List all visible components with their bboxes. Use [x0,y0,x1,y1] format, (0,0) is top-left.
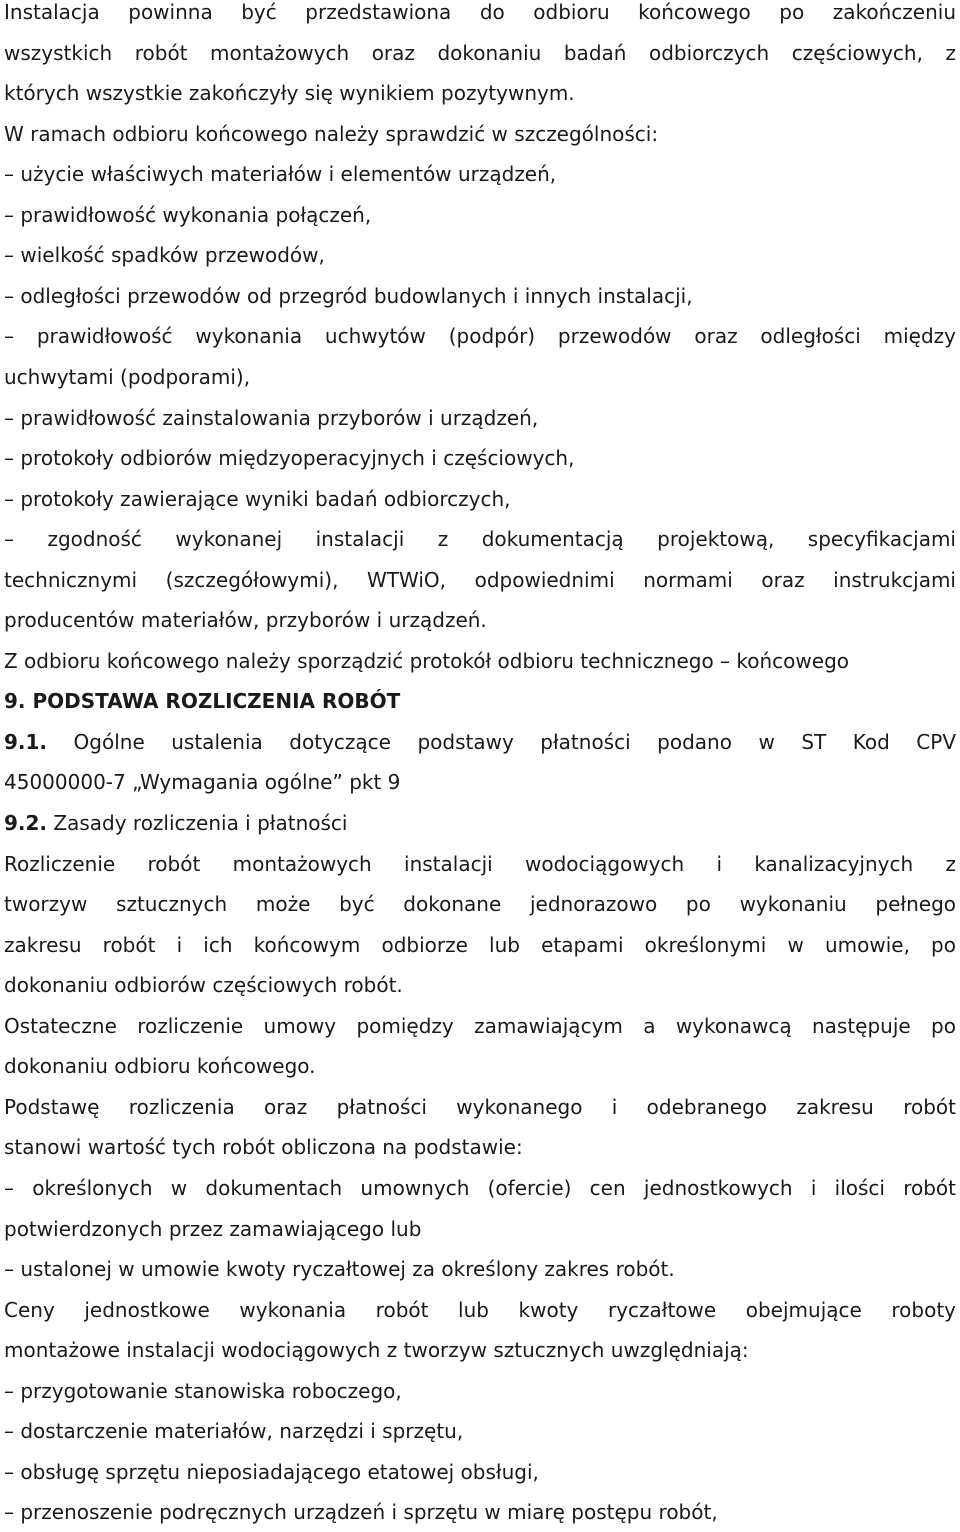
text-line: – protokoły odbiorów międzyoperacyjnych i częściowych, [4,446,575,471]
text-line: Podstawę rozliczenia oraz płatności wykonanego i odebranego zakresu robót [4,1094,956,1119]
text-line: – użycie właściwych materiałów i elementów urządzeń, [4,162,557,187]
text-line: W ramach odbioru końcowego należy sprawdzić w szczególności: [4,121,659,146]
text-line: potwierdzonych przez zamawiającego lub [4,1216,422,1241]
text-line: – przygotowanie stanowiska roboczego, [4,1378,402,1403]
text-line: których wszystkie zakończyły się wynikiem pozytywnym. [4,81,575,106]
text-line: – protokoły zawierające wyniki badań odbiorczych, [4,486,511,511]
text-line: 45000000-7 „Wymagania ogólne” pkt 9 [4,770,401,795]
text-line: Z odbioru końcowego należy sporządzić protokół odbioru technicznego – końcowego [4,648,850,673]
text-line: – prawidłowość wykonania połączeń, [4,202,372,227]
text-line [4,803,956,843]
text-line: – prawidłowość zainstalowania przyborów i urządzeń, [4,405,539,430]
text-line: – dostarczenie materiałów, narzędzi i sprzętu, [4,1419,464,1444]
text-line: montażowe instalacji wodociągowych z tworzyw sztucznych uwzględniają: [4,1338,749,1363]
text-line: Ostateczne rozliczenie umowy pomiędzy zamawiającym a wykonawcą następuje po [4,1013,956,1038]
text-line: – określonych w dokumentach umownych (ofercie) cen jednostkowych i ilości robót [4,1175,956,1200]
text-line: – przenoszenie podręcznych urządzeń i sprzętu w miarę postępu robót, [4,1500,718,1525]
text-line: – odległości przewodów od przegród budowlanych i innych instalacji, [4,283,693,308]
text-line: technicznymi (szczegółowymi), WTWiO, odpowiednimi normami oraz instrukcjami [4,567,956,592]
section-number: 9.1. [4,729,48,754]
text-line: dokonaniu odbioru końcowego. [4,1054,316,1079]
text-line [4,722,956,762]
text-line: Ceny jednostkowe wykonania robót lub kwoty ryczałtowe obejmujące roboty [4,1297,956,1322]
text-line: wszystkich robót montażowych oraz dokonaniu badań odbiorczych częściowych, z [4,40,956,65]
text-line: 9. PODSTAWA ROZLICZENIA ROBÓT [4,689,401,714]
text-line: – prawidłowość wykonania uchwytów (podpór) przewodów oraz odległości między [4,324,956,349]
text-line: producentów materiałów, przyborów i urządzeń. [4,608,487,633]
text-line: tworzyw sztucznych może być dokonane jednorazowo po wykonaniu pełnego [4,892,956,917]
section-number: 9.2. [4,811,48,835]
text-line: dokonaniu odbiorów częściowych robót. [4,973,403,998]
text-line: stanowi wartość tych robót obliczona na podstawie: [4,1135,523,1160]
section-text: Ogólne ustalenia dotyczące podstawy płatności podano w ST Kod CPV [47,729,956,754]
text-line: Instalacja powinna być przedstawiona do odbioru końcowego po zakończeniu [4,0,956,24]
text-line: – obsługę sprzętu nieposiadającego etatowej obsługi, [4,1459,539,1484]
text-line: zakresu robót i ich końcowym odbiorze lub etapami określonymi w umowie, po [4,932,956,957]
text-line: – ustalonej w umowie kwoty ryczałtowej za określony zakres robót. [4,1257,675,1282]
text-line: Rozliczenie robót montażowych instalacji wodociągowych i kanalizacyjnych z [4,851,956,876]
section-text: Zasady rozliczenia i płatności [47,811,348,835]
text-line: uchwytami (podporami), [4,364,251,389]
text-line: – wielkość spadków przewodów, [4,243,325,268]
text-line: – zgodność wykonanej instalacji z dokumentacją projektową, specyfikacjami [4,527,956,552]
